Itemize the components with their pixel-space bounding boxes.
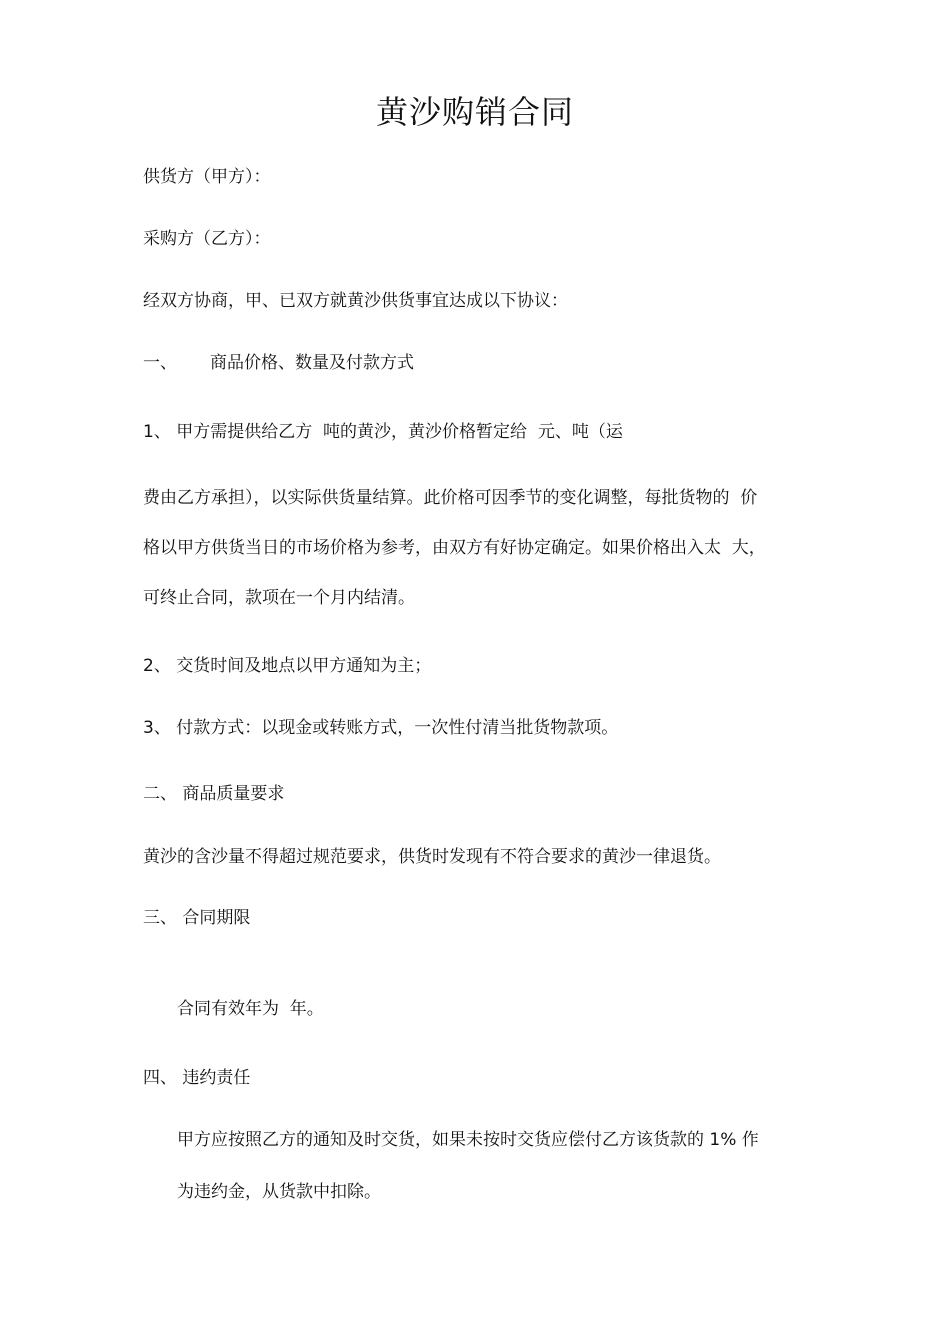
section4-body-line2: 为违约金，从货款中扣除。 [177, 1182, 381, 1202]
intro-text: 经双方协商，甲、已双方就黄沙供货事宜达成以下协议： [143, 291, 568, 311]
section4-body-line1: 甲方应按照乙方的通知及时交货，如果未按时交货应偿付乙方该货款的 1% 作 [177, 1130, 759, 1150]
section2-body: 黄沙的含沙量不得超过规范要求，供货时发现有不符合要求的黄沙一律退货。 [143, 847, 721, 867]
section1-item1-line4: 可终止合同，款项在一个月内结清。 [143, 588, 415, 608]
section1-item3: 3、 付款方式：以现金或转账方式，一次性付清当批货物款项。 [143, 718, 619, 738]
section2-heading: 二、 商品质量要求 [143, 784, 285, 804]
section3-body: 合同有效年为 年。 [177, 999, 324, 1019]
section4-heading: 四、 违约责任 [143, 1068, 251, 1088]
document-title: 黄沙购销合同 [375, 93, 574, 131]
supplier-label: 供货方（甲方）： [143, 167, 271, 187]
section3-heading: 三、 合同期限 [143, 908, 251, 928]
section1-item2: 2、 交货时间及地点以甲方通知为主； [143, 656, 432, 676]
section1-item1-line1: 1、 甲方需提供给乙方 吨的黄沙，黄沙价格暂定给 元、吨（运 [143, 422, 623, 442]
section1-item1-line3: 格以甲方供货当日的市场价格为参考，由双方有好协定确定。如果价格出入太 大， [143, 538, 766, 558]
section1-item1-line2: 费由乙方承担），以实际供货量结算。此价格可因季节的变化调整，每批货物的 价 [143, 488, 758, 508]
buyer-label: 采购方（乙方）： [143, 229, 271, 249]
section1-heading: 商品价格、数量及付款方式 [210, 353, 414, 373]
section1-number: 一、 [143, 353, 177, 373]
